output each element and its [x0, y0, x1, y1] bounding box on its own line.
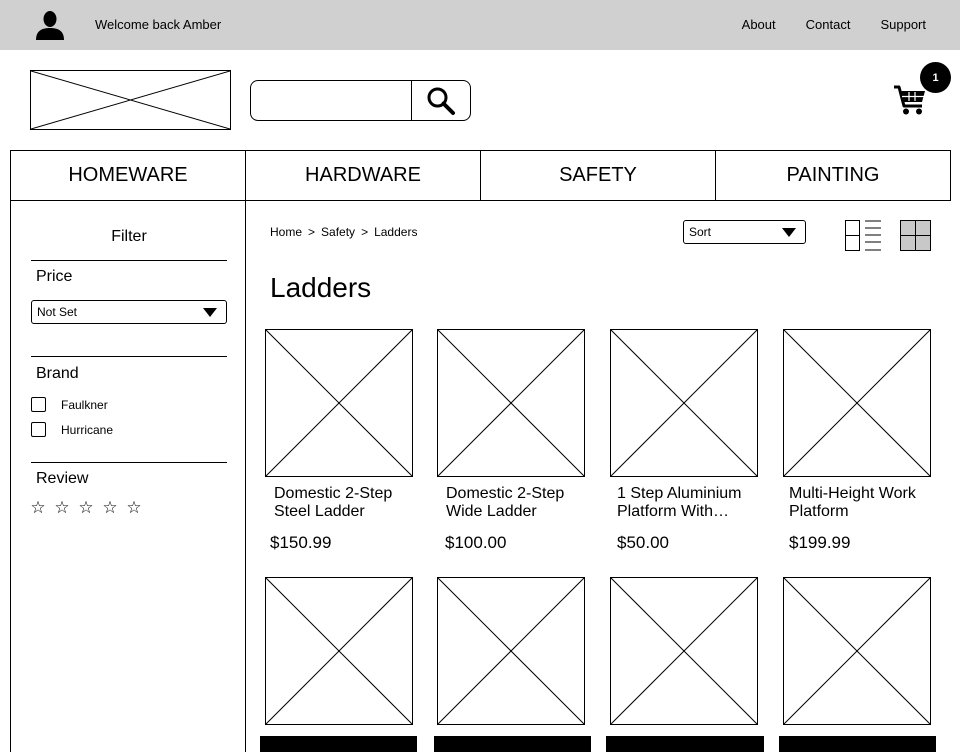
- product-price: $150.99: [270, 533, 332, 552]
- brand-title: Brand: [36, 365, 79, 382]
- product-name[interactable]: Domestic 2-Step Steel Ladder: [274, 485, 393, 520]
- product-image[interactable]: [437, 577, 585, 725]
- cart-count-badge: 1: [920, 62, 951, 93]
- contact-link[interactable]: Contact: [805, 17, 851, 32]
- page-title: Ladders: [270, 272, 372, 303]
- product-image[interactable]: [437, 329, 585, 477]
- sort-select[interactable]: [683, 220, 806, 244]
- chevron-down-icon: [782, 228, 796, 237]
- price-title: Price: [36, 268, 73, 285]
- product-price: $100.00: [445, 533, 507, 552]
- breadcrumb-current: Ladders: [374, 225, 418, 239]
- product-name[interactable]: Multi-Height Work Platform: [789, 485, 916, 520]
- category-homeware[interactable]: HOMEWARE: [11, 151, 246, 200]
- chevron-down-icon: [203, 308, 217, 317]
- star-2-icon[interactable]: ☆: [54, 498, 70, 517]
- breadcrumb-separator: >: [308, 225, 316, 239]
- list-view-icon[interactable]: [845, 220, 881, 251]
- product-price: $50.00: [617, 533, 669, 552]
- filter-title: Filter: [111, 228, 147, 245]
- brand-option-hurricane[interactable]: [31, 422, 113, 437]
- image-placeholder-icon: [784, 330, 930, 476]
- filter-sidebar: [10, 200, 246, 752]
- image-placeholder-icon: [611, 330, 757, 476]
- product-image[interactable]: [783, 577, 931, 725]
- image-placeholder-icon: [266, 578, 412, 724]
- search-input[interactable]: [251, 81, 411, 120]
- product-title-bar: [260, 736, 417, 752]
- brand-option-label: Faulkner: [61, 397, 108, 412]
- star-5-icon[interactable]: ☆: [126, 498, 142, 517]
- user-avatar-icon[interactable]: [35, 10, 65, 40]
- image-placeholder-icon: [784, 578, 930, 724]
- image-placeholder-icon: [438, 578, 584, 724]
- star-1-icon[interactable]: ☆: [30, 498, 46, 517]
- breadcrumb: [270, 225, 417, 239]
- checkbox[interactable]: [31, 397, 46, 412]
- star-4-icon[interactable]: ☆: [102, 498, 118, 517]
- price-select-value: Not Set: [37, 305, 78, 319]
- grid-view-icon[interactable]: [900, 220, 931, 251]
- product-image[interactable]: [783, 329, 931, 477]
- brand-option-faulkner[interactable]: [31, 397, 108, 412]
- brand-option-label: Hurricane: [61, 422, 114, 437]
- category-nav: [10, 150, 951, 201]
- shopping-cart-icon[interactable]: [893, 84, 927, 116]
- category-safety[interactable]: SAFETY: [481, 151, 716, 200]
- product-price: $199.99: [789, 533, 851, 552]
- product-title-bar: [779, 736, 936, 752]
- product-name[interactable]: 1 Step Aluminium Platform With…: [617, 485, 742, 520]
- category-hardware[interactable]: HARDWARE: [246, 151, 481, 200]
- star-3-icon[interactable]: ☆: [78, 498, 94, 517]
- product-image[interactable]: [610, 577, 758, 725]
- breadcrumb-home[interactable]: Home: [270, 225, 303, 239]
- search-icon: [426, 86, 456, 116]
- product-image[interactable]: [610, 329, 758, 477]
- review-title: Review: [36, 470, 89, 487]
- checkbox[interactable]: [31, 422, 46, 437]
- product-image[interactable]: [265, 329, 413, 477]
- product-title-bar: [606, 736, 764, 752]
- price-select[interactable]: [31, 300, 227, 324]
- about-link[interactable]: About: [741, 17, 776, 32]
- welcome-message: Welcome back Amber: [95, 17, 222, 32]
- support-link[interactable]: Support: [880, 17, 926, 32]
- category-painting[interactable]: PAINTING: [786, 164, 880, 186]
- search-bar: [250, 80, 471, 121]
- product-name[interactable]: Domestic 2-Step Wide Ladder: [446, 485, 565, 520]
- review-stars: [29, 498, 143, 518]
- logo-placeholder-icon: [31, 71, 230, 129]
- image-placeholder-icon: [611, 578, 757, 724]
- site-logo[interactable]: [30, 70, 231, 130]
- product-title-bar: [434, 736, 591, 752]
- top-bar: [0, 0, 960, 50]
- breadcrumb-safety[interactable]: Safety: [321, 225, 356, 239]
- top-links: [742, 17, 926, 32]
- divider: [31, 356, 227, 357]
- search-button[interactable]: [411, 81, 470, 120]
- divider: [31, 462, 227, 463]
- product-image[interactable]: [265, 577, 413, 725]
- sort-select-value: Sort: [689, 225, 712, 239]
- image-placeholder-icon: [266, 330, 412, 476]
- breadcrumb-separator: >: [361, 225, 369, 239]
- divider: [31, 260, 227, 261]
- image-placeholder-icon: [438, 330, 584, 476]
